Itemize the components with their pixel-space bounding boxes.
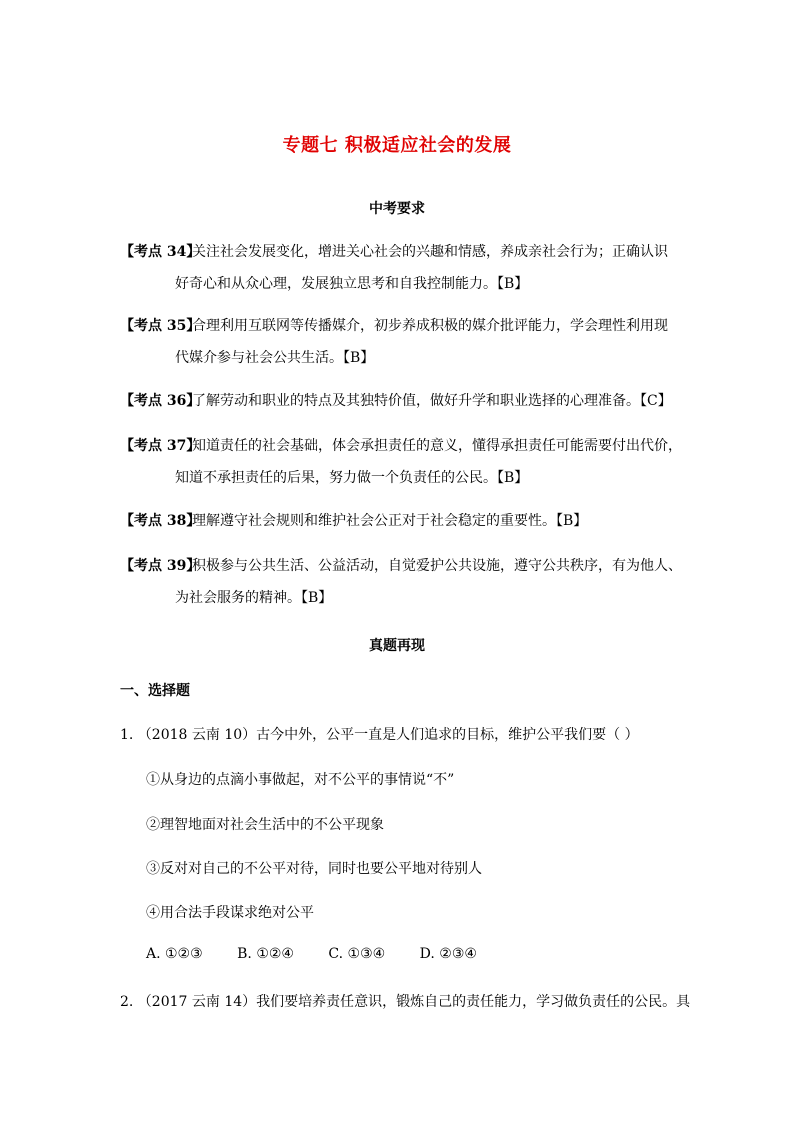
choice-b: B. ①②④ [237, 946, 294, 962]
section-heading-past-questions: 真题再现 [369, 638, 425, 654]
kaodian-item [120, 511, 587, 531]
section-heading-requirements: 中考要求 [369, 201, 425, 217]
kaodian-text: 合理利用互联网等传播媒介，初步养成积极的媒介批评能力，学会理性利用现 [192, 318, 668, 334]
choice-d: D. ②③④ [419, 946, 477, 962]
kaodian-item [120, 436, 682, 488]
question-1-option: ②理智地面对社会生活中的不公平现象 [146, 817, 384, 833]
kaodian-tag: 【考点 39】 [120, 558, 201, 574]
kaodian-text: 理解遵守社会规则和维护社会公正对于社会稳定的重要性。【B】 [192, 513, 588, 529]
kaodian-text: 了解劳动和职业的特点及其独特价值，做好升学和职业选择的心理准备。【C】 [192, 393, 672, 409]
kaodian-item [120, 556, 682, 608]
kaodian-tag: 【考点 36】 [120, 393, 201, 409]
kaodian-tag: 【考点 38】 [120, 513, 201, 529]
document-title: 专题七 积极适应社会的发展 [282, 135, 512, 156]
kaodian-text-cont: 知道不承担责任的后果，努力做一个负责任的公民。【B】 [175, 470, 529, 486]
kaodian-text: 关注社会发展变化，增进关心社会的兴趣和情感，养成亲社会行为；正确认识 [192, 244, 668, 260]
part-heading-choice: 一、选择题 [120, 683, 190, 699]
kaodian-tag: 【考点 35】 [120, 318, 201, 334]
kaodian-text: 积极参与公共生活、公益活动，自觉爱护公共设施，遵守公共秩序，有为他人、 [192, 558, 682, 574]
kaodian-item [120, 242, 668, 294]
choice-a: A. ①②③ [146, 946, 203, 962]
kaodian-text-cont: 好奇心和从众心理，发展独立思考和自我控制能力。【B】 [175, 276, 529, 292]
kaodian-tag: 【考点 34】 [120, 244, 201, 260]
question-1-option: ①从身边的点滴小事做起，对不公平的事情说“不” [146, 772, 455, 788]
choice-c: C. ①③④ [328, 946, 386, 962]
kaodian-tag: 【考点 37】 [120, 438, 201, 454]
question-2-stem: 2. （2017 云南 14）我们要培养责任意识，锻炼自己的责任能力，学习做负责任的公民。具 [120, 994, 691, 1010]
question-1-option: ③反对对自己的不公平对待，同时也要公平地对待别人 [146, 861, 482, 877]
question-1-stem: 1. （2018 云南 10）古今中外，公平一直是人们追求的目标，维护公平我们要（ ） [120, 727, 639, 743]
kaodian-item [120, 316, 668, 368]
kaodian-text-cont: 为社会服务的精神。【B】 [175, 590, 333, 606]
kaodian-item [120, 391, 672, 411]
question-1-option: ④用合法手段谋求绝对公平 [146, 905, 314, 921]
kaodian-text-cont: 代媒介参与社会公共生活。【B】 [175, 350, 375, 366]
question-1-choices [146, 946, 507, 962]
kaodian-text: 知道责任的社会基础，体会承担责任的意义，懂得承担责任可能需要付出代价， [192, 438, 682, 454]
